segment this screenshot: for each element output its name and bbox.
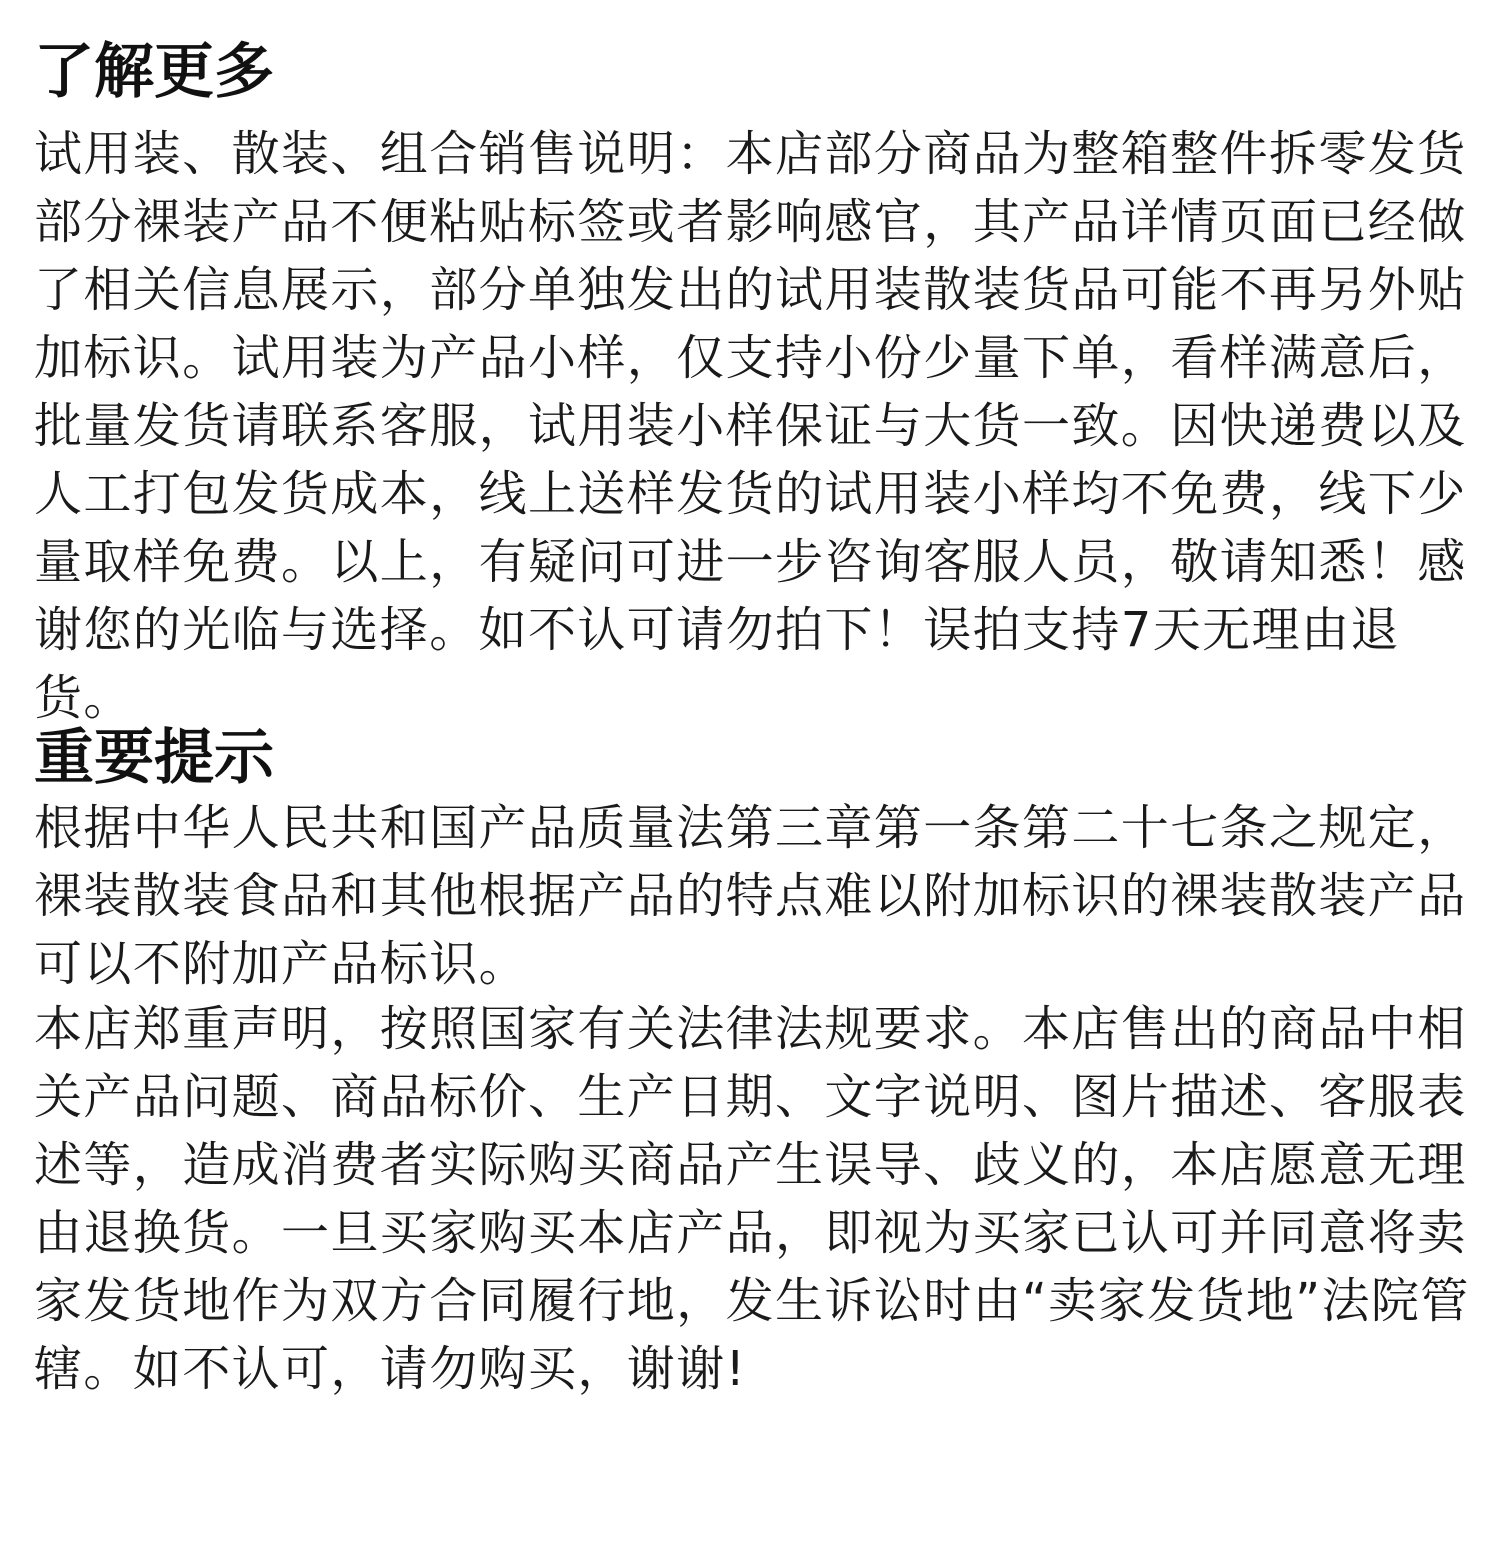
important-notice-paragraph-law: 根据中华人民共和国产品质量法第三章第一条第二十七条之规定，裸装散装食品和其他根据产品的特点难以附加标识的裸装散装产品可以不附加产品标识。 xyxy=(34,800,1467,992)
learn-more-heading: 了解更多 xyxy=(34,37,274,107)
learn-more-paragraph: 试用装、散装、组合销售说明：本店部分商品为整箱整件拆零发货部分裸装产品不便粘贴标签或者影响感官，其产品详情页面已经做了相关信息展示，部分单独发出的试用装散装货品可能不再另外贴加标识。试用装为产品小样，仅支持小份少量下单，看样满意后，批量发货请联系客服，试用装小样保证与大货一致。因快递费以及人工打包发货成本，线上送样发货的试用装小样均不免费，线下少量取样免费。以上，有疑问可进一步咨询客服人员，敬请知悉！感谢您的光临与选择。如不认可请勿拍下！误拍支持7天无理由退货。 xyxy=(34,126,1467,726)
important-notice-paragraph-statement: 本店郑重声明，按照国家有关法律法规要求。本店售出的商品中相关产品问题、商品标价、生产日期、文字说明、图片描述、客服表述等，造成消费者实际购买商品产生误导、歧义的，本店愿意无理由退换货。一旦买家购买本店产品，即视为买家已认可并同意将卖家发货地作为双方合同履行地，发生诉讼时由“卖家发货地”法院管辖。如不认可，请勿购买，谢谢! xyxy=(34,1001,1470,1397)
important-notice-heading: 重要提示 xyxy=(34,723,274,793)
